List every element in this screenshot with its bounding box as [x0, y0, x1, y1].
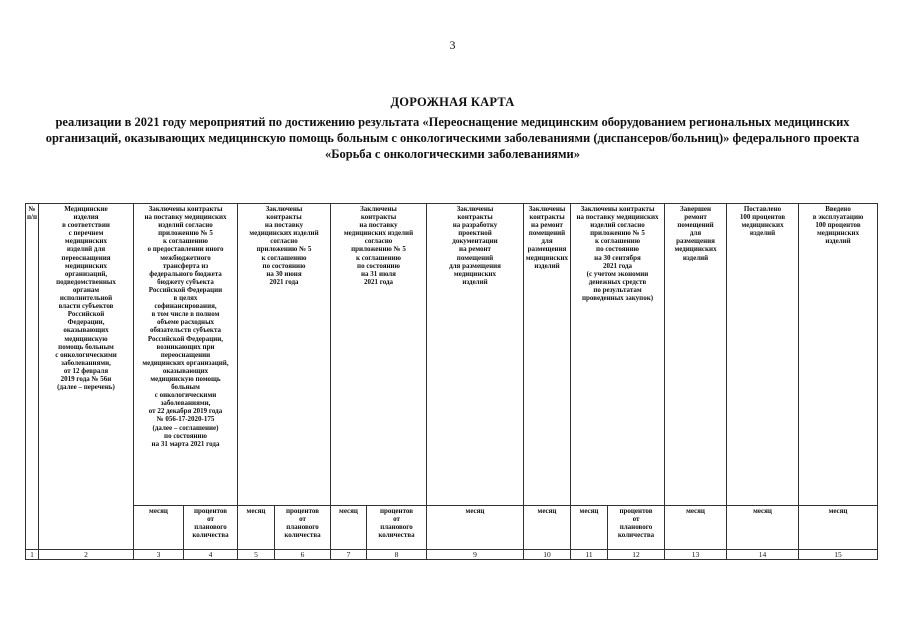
column-number: 4 [184, 550, 238, 560]
subheader-month: месяц [524, 506, 571, 550]
header-cell-delivered: Поставлено 100 процентов медицинских изделий [727, 204, 799, 506]
header-cell-design-contracts: Заключены контракты на разработку проектной документации на ремонт помещений для размещения медицинских изделий [427, 204, 524, 506]
header-cell-number: № п/п [26, 204, 39, 550]
subheader-month: месяц [799, 506, 878, 550]
subheader-percent: процентов от планового количества [608, 506, 665, 550]
table-header-row [26, 204, 878, 506]
subheader-percent: процентов от планового количества [367, 506, 427, 550]
table-subheader-row [26, 506, 878, 550]
column-number: 8 [367, 550, 427, 560]
header-cell-contracts-march: Заключены контракты на поставку медицинских изделий согласно приложению № 5 к соглашению о предоставлении иного межбюджетного трансферта из федерального бюджета бюджету субъекта Российской Федерации в целях софинансирования, в том числе в полном объеме расходных обязательств субъекта Российской Федерации, возникающих при переоснащении медицинских организаций, оказывающих медицинскую помощь больным с онкологическими заболеваниями, от 22 декабря 2019 года № 056-17-2020-175 (далее – соглашение) по состоянию на 31 марта 2021 года [134, 204, 238, 506]
column-number: 9 [427, 550, 524, 560]
header-cell-contracts-july: Заключены контракты на поставку медицинских изделий согласно приложению № 5 к соглашению по состоянию на 31 июля 2021 года [331, 204, 427, 506]
subheader-month: месяц [331, 506, 367, 550]
document-subtitle: реализации в 2021 году мероприятий по достижению результата «Переоснащение медицинским оборудованием региональных медицинских организаций, оказывающих медицинскую помощь больным с онкологическими заболеваниями (диспансеров/больниц)» федерального проекта «Борьба с онкологическими заболеваниями» [45, 115, 860, 161]
subheader-month: месяц [571, 506, 608, 550]
column-number: 10 [524, 550, 571, 560]
header-cell-contracts-june: Заключены контракты на поставку медицинских изделий согласно приложению № 5 к соглашению по состоянию на 30 июня 2021 года [238, 204, 331, 506]
subheader-percent: процентов от планового количества [275, 506, 331, 550]
column-number: 1 [26, 550, 39, 560]
subheader-month: месяц [727, 506, 799, 550]
header-cell-commissioned: Введено в эксплуатацию 100 процентов медицинских изделий [799, 204, 878, 506]
subheader-month: месяц [238, 506, 275, 550]
column-number: 2 [39, 550, 134, 560]
column-number: 11 [571, 550, 608, 560]
subheader-month: месяц [665, 506, 727, 550]
header-cell-contracts-september: Заключены контракты на поставку медицинских изделий согласно приложению № 5 к соглашению по состоянию на 30 сентября 2021 года (с учетом экономии денежных средств по результатам проведенных закупок) [571, 204, 665, 506]
column-number: 14 [727, 550, 799, 560]
column-number: 7 [331, 550, 367, 560]
header-cell-repair-contracts: Заключены контракты на ремонт помещений для размещения медицинских изделий [524, 204, 571, 506]
page-number: 3 [449, 38, 456, 52]
column-number: 13 [665, 550, 727, 560]
header-cell-medical-devices: Медицинские изделия в соответствии с перечнем медицинских изделий для переоснащения медицинских организаций, подведомственных органам исполнительной власти субъектов Российской Федерации, оказывающих медицинскую помощь больным с онкологическими заболеваниями, от 12 февраля 2019 года № 56н (далее – перечень) [39, 204, 134, 550]
column-number: 5 [238, 550, 275, 560]
subheader-month: месяц [427, 506, 524, 550]
column-number-row [26, 550, 878, 560]
column-number: 15 [799, 550, 878, 560]
roadmap-table [25, 203, 878, 560]
subheader-percent: процентов от планового количества [184, 506, 238, 550]
subheader-month: месяц [134, 506, 184, 550]
column-number: 3 [134, 550, 184, 560]
document-title: ДОРОЖНАЯ КАРТА [390, 95, 515, 109]
header-cell-repair-completed: Завершен ремонт помещений для размещения медицинских изделий [665, 204, 727, 506]
column-number: 6 [275, 550, 331, 560]
column-number: 12 [608, 550, 665, 560]
